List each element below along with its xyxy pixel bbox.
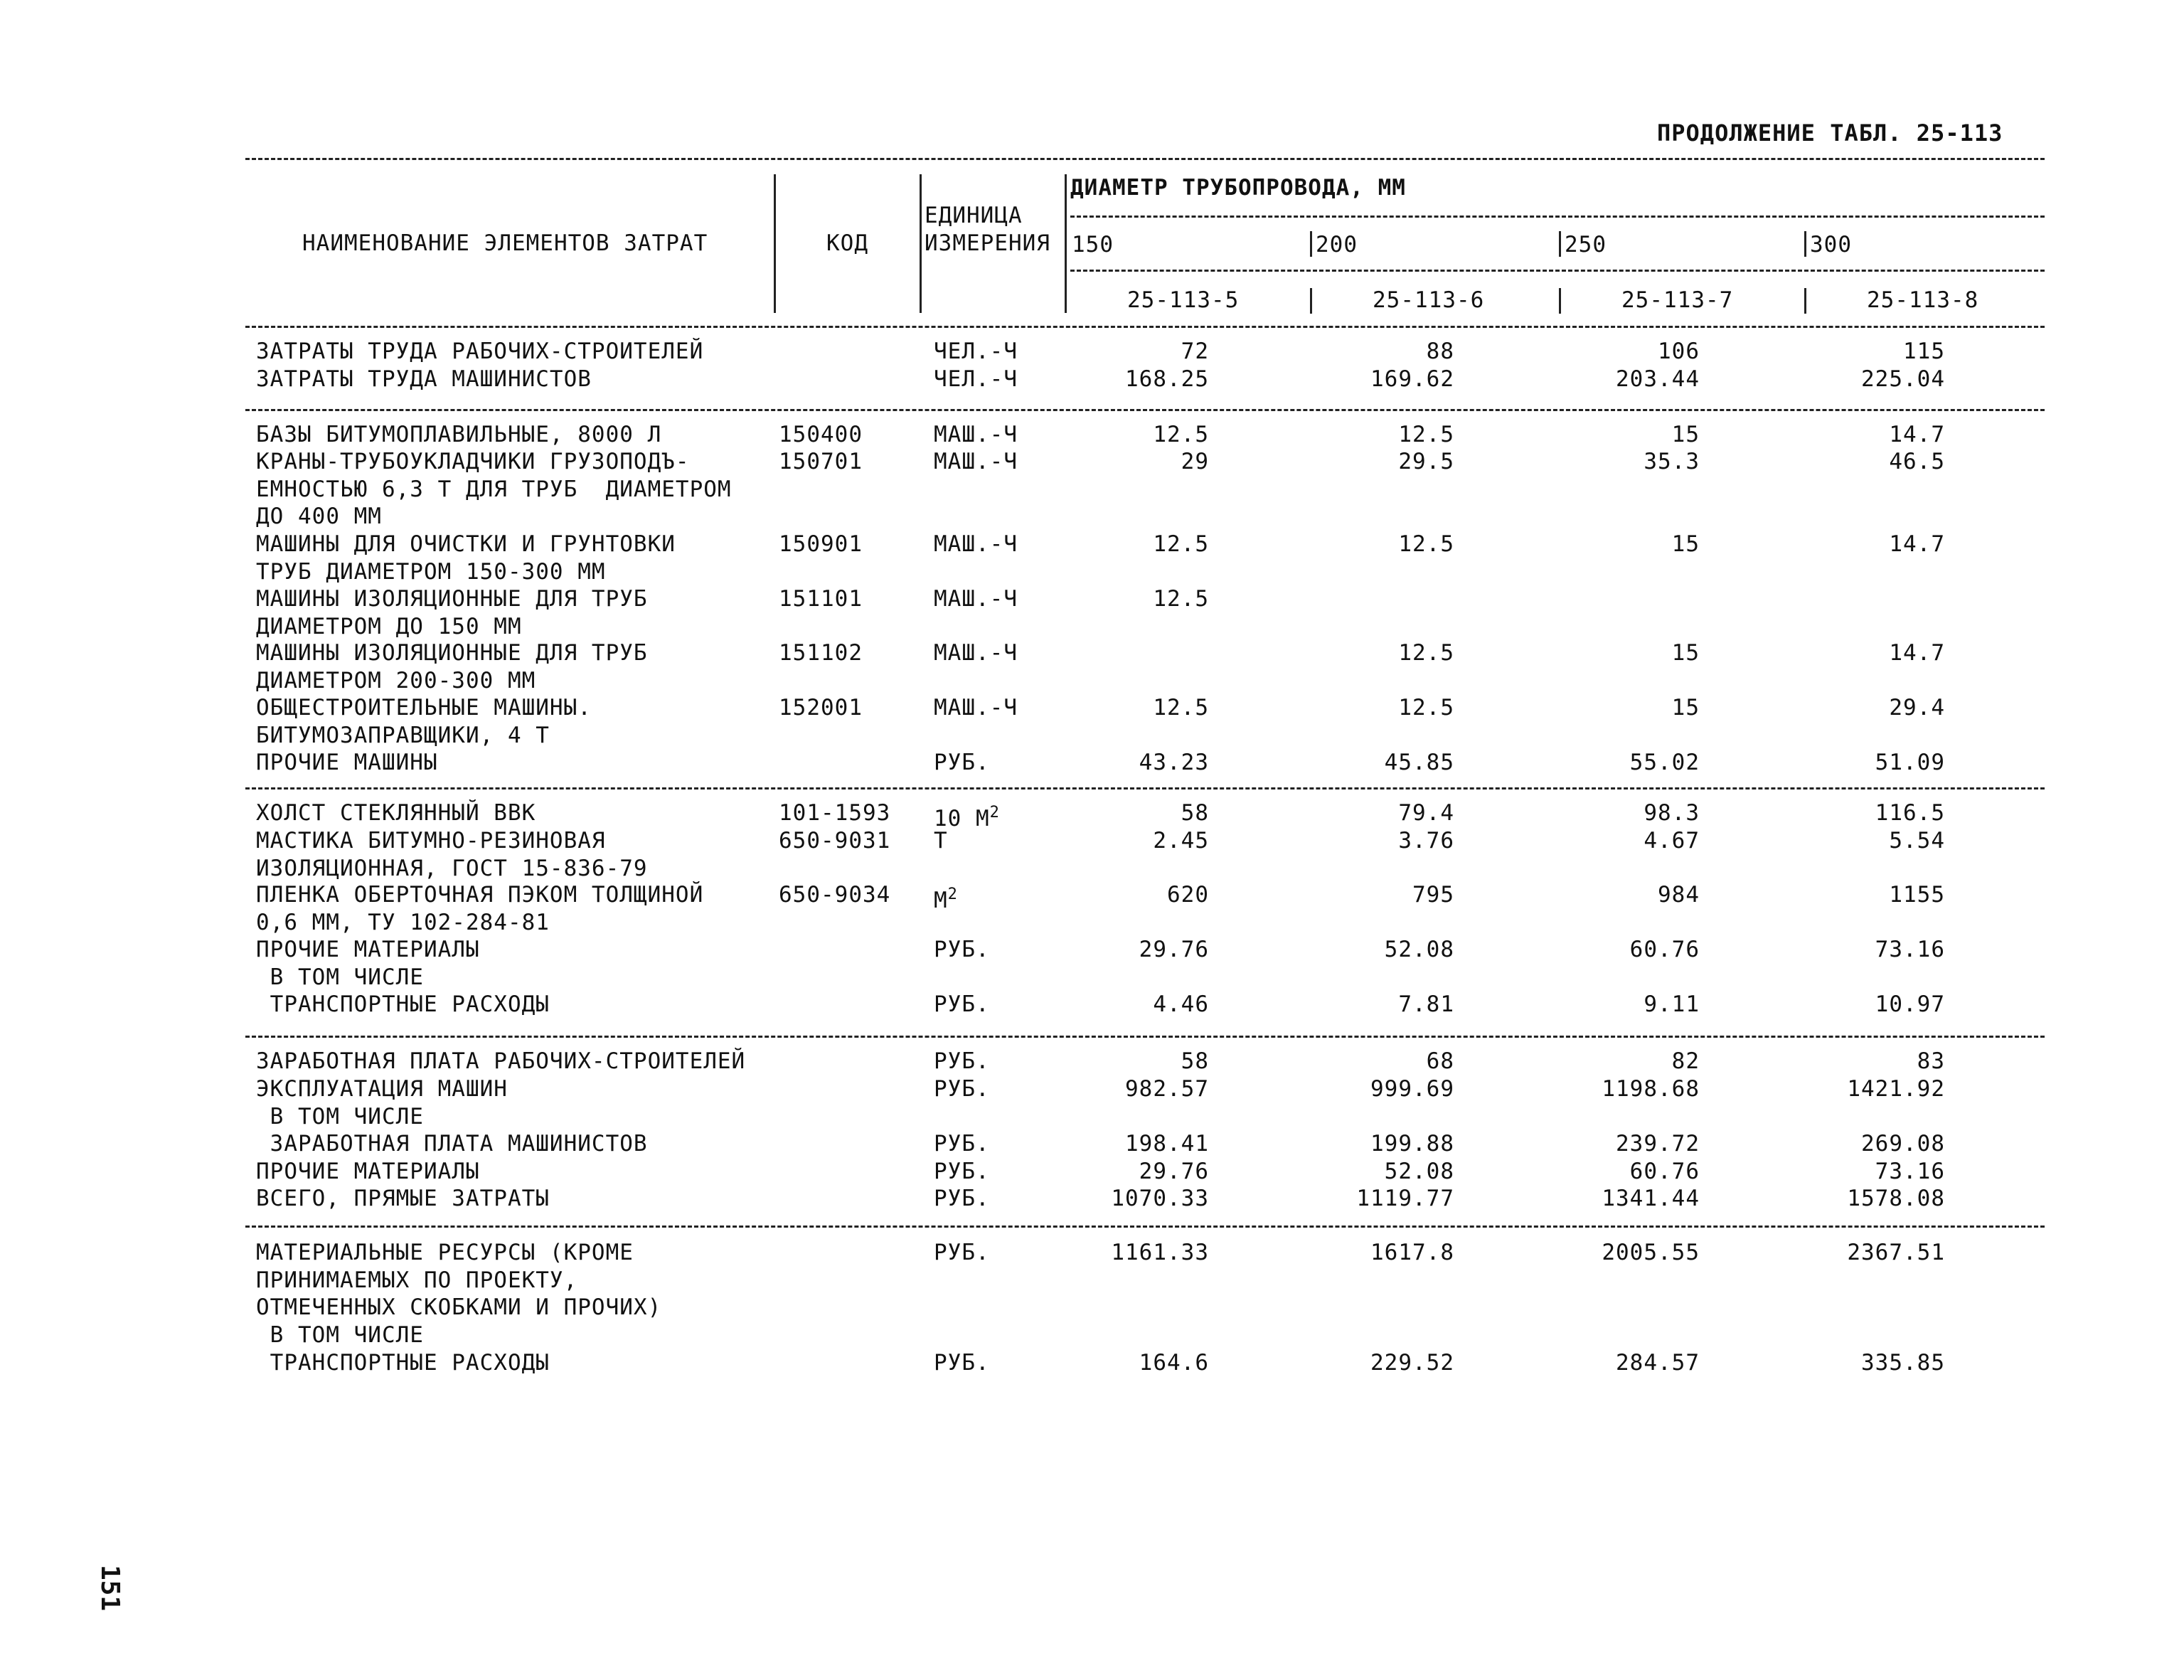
row-unit-text: МАШ.-Ч — [934, 640, 1018, 666]
row-unit-text: МАШ.-Ч — [934, 586, 1018, 612]
row-value-col-1: 4.46 — [1153, 991, 1209, 1017]
row-unit — [934, 881, 958, 914]
row-unit-text: М — [934, 888, 948, 913]
row-name-line: ХОЛСТ СТЕКЛЯННЫЙ ВВК — [256, 800, 536, 826]
row-value-col-3: 15 — [1671, 695, 1700, 721]
row-unit-text: РУБ. — [934, 937, 990, 962]
row-value-col-4: 29.4 — [1889, 695, 1945, 721]
row-name-line: ЗАТРАТЫ ТРУДА РАБОЧИХ-СТРОИТЕЛЕЙ — [256, 339, 704, 364]
row-value-col-1: 12.5 — [1153, 531, 1209, 557]
row-value-col-1: 1161.33 — [1111, 1240, 1209, 1265]
row-name-line: ПРОЧИЕ МАТЕРИАЛЫ — [256, 1159, 480, 1184]
row-unit — [934, 827, 948, 854]
row-name-line: ДО 400 ММ — [256, 504, 382, 529]
row-value-col-1: 58 — [1181, 1048, 1209, 1074]
row-value-col-3: 9.11 — [1644, 991, 1700, 1017]
row-code: 150400 — [779, 422, 863, 447]
row-value-col-1: 164.6 — [1139, 1350, 1209, 1376]
rule-header-2 — [1070, 270, 2045, 272]
row-unit-text: РУБ. — [934, 1131, 990, 1157]
row-value-col-2: 3.76 — [1398, 828, 1454, 854]
row-name-line: ПРОЧИЕ МАТЕРИАЛЫ — [256, 937, 480, 962]
header-unit-line2: ИЗМЕРЕНИЯ — [925, 230, 1050, 256]
row-code: 152001 — [779, 695, 863, 721]
row-value-col-2: 7.81 — [1398, 991, 1454, 1017]
row-value-col-2: 68 — [1426, 1048, 1454, 1074]
row-name-line: МАШИНЫ ДЛЯ ОЧИСТКИ И ГРУНТОВКИ — [256, 531, 676, 557]
row-unit-text: МАШ.-Ч — [934, 531, 1018, 557]
row-value-col-3: 35.3 — [1644, 449, 1700, 474]
row-value-col-4: 2367.51 — [1847, 1240, 1945, 1265]
row-unit — [934, 639, 1018, 666]
row-value-col-1: 29 — [1181, 449, 1209, 474]
row-value-col-4: 14.7 — [1889, 640, 1945, 666]
row-unit-text: ЧЕЛ.-Ч — [934, 366, 1018, 392]
row-value-col-4: 1421.92 — [1847, 1076, 1945, 1102]
row-code: 150701 — [779, 449, 863, 474]
row-unit — [934, 585, 1018, 612]
header-separator — [1310, 288, 1312, 314]
table-caption: ПРОДОЛЖЕНИЕ ТАБЛ. 25-113 — [1657, 119, 2003, 147]
row-value-col-3: 284.57 — [1616, 1350, 1700, 1376]
row-value-col-3: 15 — [1671, 422, 1700, 447]
row-unit-superscript: 2 — [947, 886, 958, 903]
header-code-25-113-7: 25-113-7 — [1621, 287, 1734, 313]
row-value-col-4: 1578.08 — [1847, 1186, 1945, 1211]
row-name-line: ТРУБ ДИАМЕТРОМ 150-300 ММ — [256, 558, 606, 585]
row-value-col-4: 73.16 — [1875, 1159, 1945, 1184]
row-name-line: ПРОЧИЕ МАШИНЫ — [256, 750, 438, 775]
row-value-col-4: 116.5 — [1875, 800, 1945, 826]
header-diameter-250: 250 — [1565, 232, 1607, 257]
rule-header-bottom — [245, 326, 2045, 328]
row-value-col-3: 203.44 — [1616, 366, 1700, 392]
row-value-col-2: 45.85 — [1384, 750, 1454, 775]
row-value-col-2: 12.5 — [1398, 695, 1454, 721]
row-value-col-3: 106 — [1658, 339, 1700, 364]
row-value-col-1: 1070.33 — [1111, 1186, 1209, 1211]
row-name-line: ПЛЕНКА ОБЕРТОЧНАЯ ПЭКОМ ТОЛЩИНОЙ — [256, 882, 704, 908]
row-value-col-4: 1155 — [1889, 882, 1945, 908]
header-separator — [1804, 231, 1806, 257]
row-value-col-4: 335.85 — [1861, 1350, 1945, 1376]
row-unit-text: РУБ. — [934, 1240, 990, 1265]
header-separator — [920, 174, 922, 313]
rule-section-3 — [245, 1036, 2045, 1038]
row-value-col-1: 12.5 — [1153, 586, 1209, 612]
row-name-line: МАТЕРИАЛЬНЫЕ РЕСУРСЫ (КРОМЕ — [256, 1240, 634, 1265]
header-code-25-113-6: 25-113-6 — [1373, 287, 1485, 313]
row-value-col-2: 12.5 — [1398, 422, 1454, 447]
row-value-col-1: 168.25 — [1125, 366, 1209, 392]
row-value-col-3: 60.76 — [1629, 1159, 1700, 1184]
row-value-col-2: 1617.8 — [1370, 1240, 1454, 1265]
row-value-col-4: 115 — [1903, 339, 1945, 364]
row-unit — [934, 338, 1018, 365]
row-name-line: МАШИНЫ ИЗОЛЯЦИОННЫЕ ДЛЯ ТРУБ — [256, 640, 648, 666]
row-value-col-3: 1341.44 — [1602, 1186, 1700, 1211]
row-value-col-4: 225.04 — [1861, 366, 1945, 392]
row-unit — [934, 1075, 990, 1102]
row-value-col-2: 12.5 — [1398, 640, 1454, 666]
row-unit — [934, 1239, 990, 1266]
row-value-col-4: 14.7 — [1889, 531, 1945, 557]
row-name-line: ПРИНИМАЕМЫХ ПО ПРОЕКТУ, — [256, 1267, 578, 1293]
row-name-line: ЭКСПЛУАТАЦИЯ МАШИН — [256, 1076, 508, 1102]
header-code-col: КОД — [826, 230, 868, 256]
row-value-col-4: 73.16 — [1875, 937, 1945, 962]
row-value-col-1: 12.5 — [1153, 422, 1209, 447]
row-name-line: БАЗЫ БИТУМОПЛАВИЛЬНЫЕ, 8000 Л — [256, 422, 662, 447]
row-unit-text: РУБ. — [934, 1048, 990, 1074]
row-value-col-3: 60.76 — [1629, 937, 1700, 962]
row-value-col-2: 52.08 — [1384, 1159, 1454, 1184]
row-value-col-3: 82 — [1671, 1048, 1700, 1074]
row-value-col-1: 29.76 — [1139, 937, 1209, 962]
header-group-label: ДИАМЕТР ТРУБОПРОВОДА, ММ — [1070, 175, 1406, 201]
header-name-col: НАИМЕНОВАНИЕ ЭЛЕМЕНТОВ ЗАТРАТ — [302, 230, 708, 256]
row-value-col-2: 999.69 — [1370, 1076, 1454, 1102]
row-name-line: В ТОМ ЧИСЛЕ — [256, 1322, 424, 1348]
row-value-col-3: 2005.55 — [1602, 1240, 1700, 1265]
row-unit-text: РУБ. — [934, 1076, 990, 1102]
row-value-col-3: 4.67 — [1644, 828, 1700, 854]
row-value-col-1: 72 — [1181, 339, 1209, 364]
header-separator — [1310, 231, 1312, 257]
row-name-line: БИТУМОЗАПРАВЩИКИ, 4 Т — [256, 722, 550, 748]
row-value-col-2: 169.62 — [1370, 366, 1454, 392]
header-diameter-300: 300 — [1810, 232, 1852, 257]
row-unit — [934, 366, 1018, 393]
row-name-line: ИЗОЛЯЦИОННАЯ, ГОСТ 15-836-79 — [256, 855, 648, 881]
row-code: 150901 — [779, 531, 863, 557]
row-name-line: КРАНЫ-ТРУБОУКЛАДЧИКИ ГРУЗОПОДЪ- — [256, 449, 690, 474]
row-unit — [934, 1158, 990, 1185]
row-value-col-3: 15 — [1671, 531, 1700, 557]
row-code: 101-1593 — [779, 800, 891, 826]
row-unit — [934, 531, 1018, 558]
row-unit — [934, 991, 990, 1018]
row-unit-text: Т — [934, 828, 948, 854]
row-unit — [934, 448, 1018, 475]
row-value-col-4: 14.7 — [1889, 422, 1945, 447]
row-name-line: ЗАРАБОТНАЯ ПЛАТА МАШИНИСТОВ — [256, 1131, 648, 1157]
row-value-col-4: 10.97 — [1875, 991, 1945, 1017]
row-unit-text: ЧЕЛ.-Ч — [934, 339, 1018, 364]
row-unit — [934, 694, 1018, 721]
row-unit-text: РУБ. — [934, 1186, 990, 1211]
row-unit-text: МАШ.-Ч — [934, 449, 1018, 474]
row-value-col-3: 984 — [1658, 882, 1700, 908]
row-unit-text: РУБ. — [934, 1159, 990, 1184]
header-diameter-200: 200 — [1316, 232, 1358, 257]
row-value-col-2: 1119.77 — [1356, 1186, 1454, 1211]
header-code-25-113-8: 25-113-8 — [1867, 287, 1979, 313]
row-value-col-1: 982.57 — [1125, 1076, 1209, 1102]
row-value-col-3: 239.72 — [1616, 1131, 1700, 1157]
row-unit-text: РУБ. — [934, 1350, 990, 1376]
rule-section-2 — [245, 787, 2045, 790]
row-value-col-1: 43.23 — [1139, 750, 1209, 775]
row-unit — [934, 421, 1018, 448]
row-value-col-1: 58 — [1181, 800, 1209, 826]
row-name-line: ЗАТРАТЫ ТРУДА МАШИНИСТОВ — [256, 366, 592, 392]
header-separator — [1559, 231, 1561, 257]
row-value-col-2: 52.08 — [1384, 937, 1454, 962]
row-unit-text: РУБ. — [934, 750, 990, 775]
row-value-col-1: 2.45 — [1153, 828, 1209, 854]
row-unit — [934, 1185, 990, 1212]
row-name-line: ЗАРАБОТНАЯ ПЛАТА РАБОЧИХ-СТРОИТЕЛЕЙ — [256, 1048, 746, 1074]
row-name-line: ДИАМЕТРОМ 200-300 ММ — [256, 667, 536, 693]
row-unit-text: МАШ.-Ч — [934, 422, 1018, 447]
row-name-line: ТРАНСПОРТНЫЕ РАСХОДЫ — [256, 991, 550, 1017]
row-name-line: ЕМНОСТЬЮ 6,3 Т ДЛЯ ТРУБ ДИАМЕТРОМ — [256, 476, 732, 502]
row-value-col-4: 83 — [1917, 1048, 1945, 1074]
row-name-line: ТРАНСПОРТНЫЕ РАСХОДЫ — [256, 1350, 550, 1376]
header-separator — [1804, 288, 1806, 314]
row-code: 650-9034 — [779, 882, 891, 908]
header-separator — [1065, 174, 1067, 313]
row-value-col-2: 88 — [1426, 339, 1454, 364]
row-value-col-1: 620 — [1167, 882, 1209, 908]
row-name-line: 0,6 ММ, ТУ 102-284-81 — [256, 909, 550, 935]
row-value-col-3: 1198.68 — [1602, 1076, 1700, 1102]
row-unit-text: 10 М — [934, 806, 990, 831]
row-unit — [934, 936, 990, 963]
row-code: 151101 — [779, 586, 863, 612]
row-unit — [934, 1048, 990, 1075]
row-name-line: ОБЩЕСТРОИТЕЛЬНЫЕ МАШИНЫ. — [256, 695, 592, 721]
rule-header-1 — [1070, 216, 2045, 218]
row-value-col-2: 229.52 — [1370, 1350, 1454, 1376]
row-name-line: В ТОМ ЧИСЛЕ — [256, 1103, 424, 1129]
row-value-col-2: 795 — [1412, 882, 1454, 908]
row-value-col-4: 5.54 — [1889, 828, 1945, 854]
row-unit — [934, 1130, 990, 1157]
rule-top — [245, 158, 2045, 160]
row-code: 151102 — [779, 640, 863, 666]
row-value-col-2: 29.5 — [1398, 449, 1454, 474]
rule-section-1 — [245, 409, 2045, 411]
row-unit-text: МАШ.-Ч — [934, 695, 1018, 721]
row-value-col-1: 198.41 — [1125, 1131, 1209, 1157]
row-value-col-3: 15 — [1671, 640, 1700, 666]
row-name-line: ДИАМЕТРОМ ДО 150 ММ — [256, 613, 522, 639]
page-number: 151 — [95, 1565, 124, 1612]
row-value-col-2: 12.5 — [1398, 531, 1454, 557]
rule-section-4 — [245, 1226, 2045, 1228]
header-separator — [1559, 288, 1561, 314]
row-value-col-3: 98.3 — [1644, 800, 1700, 826]
row-unit — [934, 749, 990, 776]
row-name-line: ВСЕГО, ПРЯМЫЕ ЗАТРАТЫ — [256, 1186, 550, 1211]
row-unit-superscript: 2 — [989, 804, 1000, 822]
row-name-line: МАШИНЫ ИЗОЛЯЦИОННЫЕ ДЛЯ ТРУБ — [256, 586, 648, 612]
row-name-line: МАСТИКА БИТУМНО-РЕЗИНОВАЯ — [256, 828, 606, 854]
row-value-col-1: 12.5 — [1153, 695, 1209, 721]
header-code-25-113-5: 25-113-5 — [1127, 287, 1240, 313]
row-code: 650-9031 — [779, 828, 891, 854]
row-unit-text: РУБ. — [934, 991, 990, 1017]
row-value-col-1: 29.76 — [1139, 1159, 1209, 1184]
row-value-col-3: 55.02 — [1629, 750, 1700, 775]
header-separator — [774, 174, 776, 313]
header-unit-line1: ЕДИНИЦА — [925, 203, 1023, 228]
row-name-line: В ТОМ ЧИСЛЕ — [256, 964, 424, 990]
row-value-col-2: 79.4 — [1398, 800, 1454, 826]
row-value-col-4: 46.5 — [1889, 449, 1945, 474]
header-diameter-150: 150 — [1072, 232, 1114, 257]
row-name-line: ОТМЕЧЕННЫХ СКОБКАМИ И ПРОЧИХ) — [256, 1294, 662, 1320]
row-value-col-4: 51.09 — [1875, 750, 1945, 775]
row-unit — [934, 1349, 990, 1376]
row-value-col-2: 199.88 — [1370, 1131, 1454, 1157]
row-value-col-4: 269.08 — [1861, 1131, 1945, 1157]
